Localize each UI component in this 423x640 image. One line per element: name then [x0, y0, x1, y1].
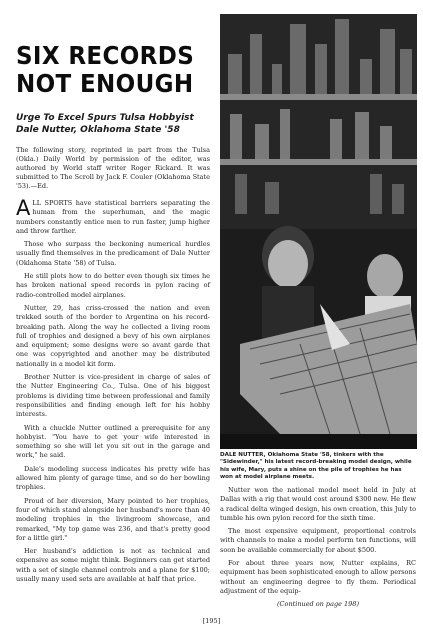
paragraph: For about three years now, Nutter explains, RC equipment has been sophisticated enough to allow persons without an engineering degree to fly them. Periodical adjustment of the equip- [220, 559, 416, 595]
article-body-right [220, 486, 416, 610]
paragraph: With a chuckle Nutter outlined a prerequisite for any hobbyist. "You have to get your wife interested in something so she will let you sit out in the garage and work," he said. [16, 423, 210, 460]
paragraph: Her husband's addiction is not as technical and expensive as some might think. Beginners can get started with a set of single channel controls and a plane for $100; usually many used sets are available at half that price. [16, 547, 210, 583]
photo-illustration [220, 14, 417, 449]
paragraph: The most expensive equipment, proportional controls with channels to make a model perform ten functions, will soon be available commercially for about $500. [220, 527, 416, 554]
photo [220, 14, 417, 449]
drop-cap: A [16, 196, 31, 220]
continued-note: (Continued on page 198) [277, 600, 359, 609]
paragraph: Nutter, 29, has criss-crossed the nation and even trekked south of the border to Argentina on his record-breaking path. Along the way he collected a living room full of trophies and designed a bevy of his own airplanes and equipment; some designs were so avant garde that one was copyrighted and another may be distributed nationally in a model kit form. [16, 303, 210, 368]
deck-subtitle: Urge To Excel Spurs Tulsa Hobbyist Dale Nutter, Oklahoma State '58 [16, 113, 194, 135]
paragraph: He still plots how to do better even though six times he has broken national speed records in pylon racing of radio-controlled model airplanes. [16, 272, 210, 299]
editor-note: The following story, reprinted in part from the Tulsa (Okla.) Daily World by permission of the editor, was authored by World staff writer Roger Rickard. It was submitted to The Scroll by Jack F. Couler (Oklahoma State '53).—Ed. [16, 146, 210, 190]
paragraph: Brother Nutter is vice-president in charge of sales of the Nutter Engineering Co., Tulsa. One of his biggest problems is dividing time between professional and family responsibilities and finding enough left for his hobby interests. [16, 373, 210, 419]
paragraph-text: LL SPORTS have statistical barriers separating the human from the superhuman, and the magic numbers constantly entice men to run faster, jump higher and throw farther. [16, 199, 210, 235]
paragraph: Dale's modeling success indicates his pretty wife has allowed him plenty of garage time, and so do her bowling trophies. [16, 464, 210, 492]
left-column [16, 42, 210, 588]
paragraph: Those who surpass the beckoning numerical hurdles usually find themselves in the predicament of Dale Nutter (Oklahoma State '58) of Tulsa. [16, 240, 210, 267]
paragraph: Nutter won the national model meet held in July at Dallas with a rig that would cost around $300 new. He flew a radical delta winged design, his own creation, this July to tumble his own pylon record for the sixth time. [220, 486, 416, 522]
page-number: [195] [202, 617, 221, 625]
lead-paragraph [16, 196, 210, 236]
paragraph: Proud of her diversion, Mary pointed to her trophies, four of which stand alongside her husband's more than 40 modeling trophies in the livingroom showcase, and remarked, "My top game was 236, and that's pretty good for a little girl." [16, 496, 210, 542]
photo-caption: DALE NUTTER, Oklahoma State '58, tinkers with the "Sidewinder," his latest record-breaking model design, while his wife, Mary, puts a shine on the pile of trophies he has won at model airplane meets. [220, 452, 412, 481]
headline: SIX RECORDS NOT ENOUGH [16, 41, 195, 98]
article-body-left [16, 196, 210, 584]
